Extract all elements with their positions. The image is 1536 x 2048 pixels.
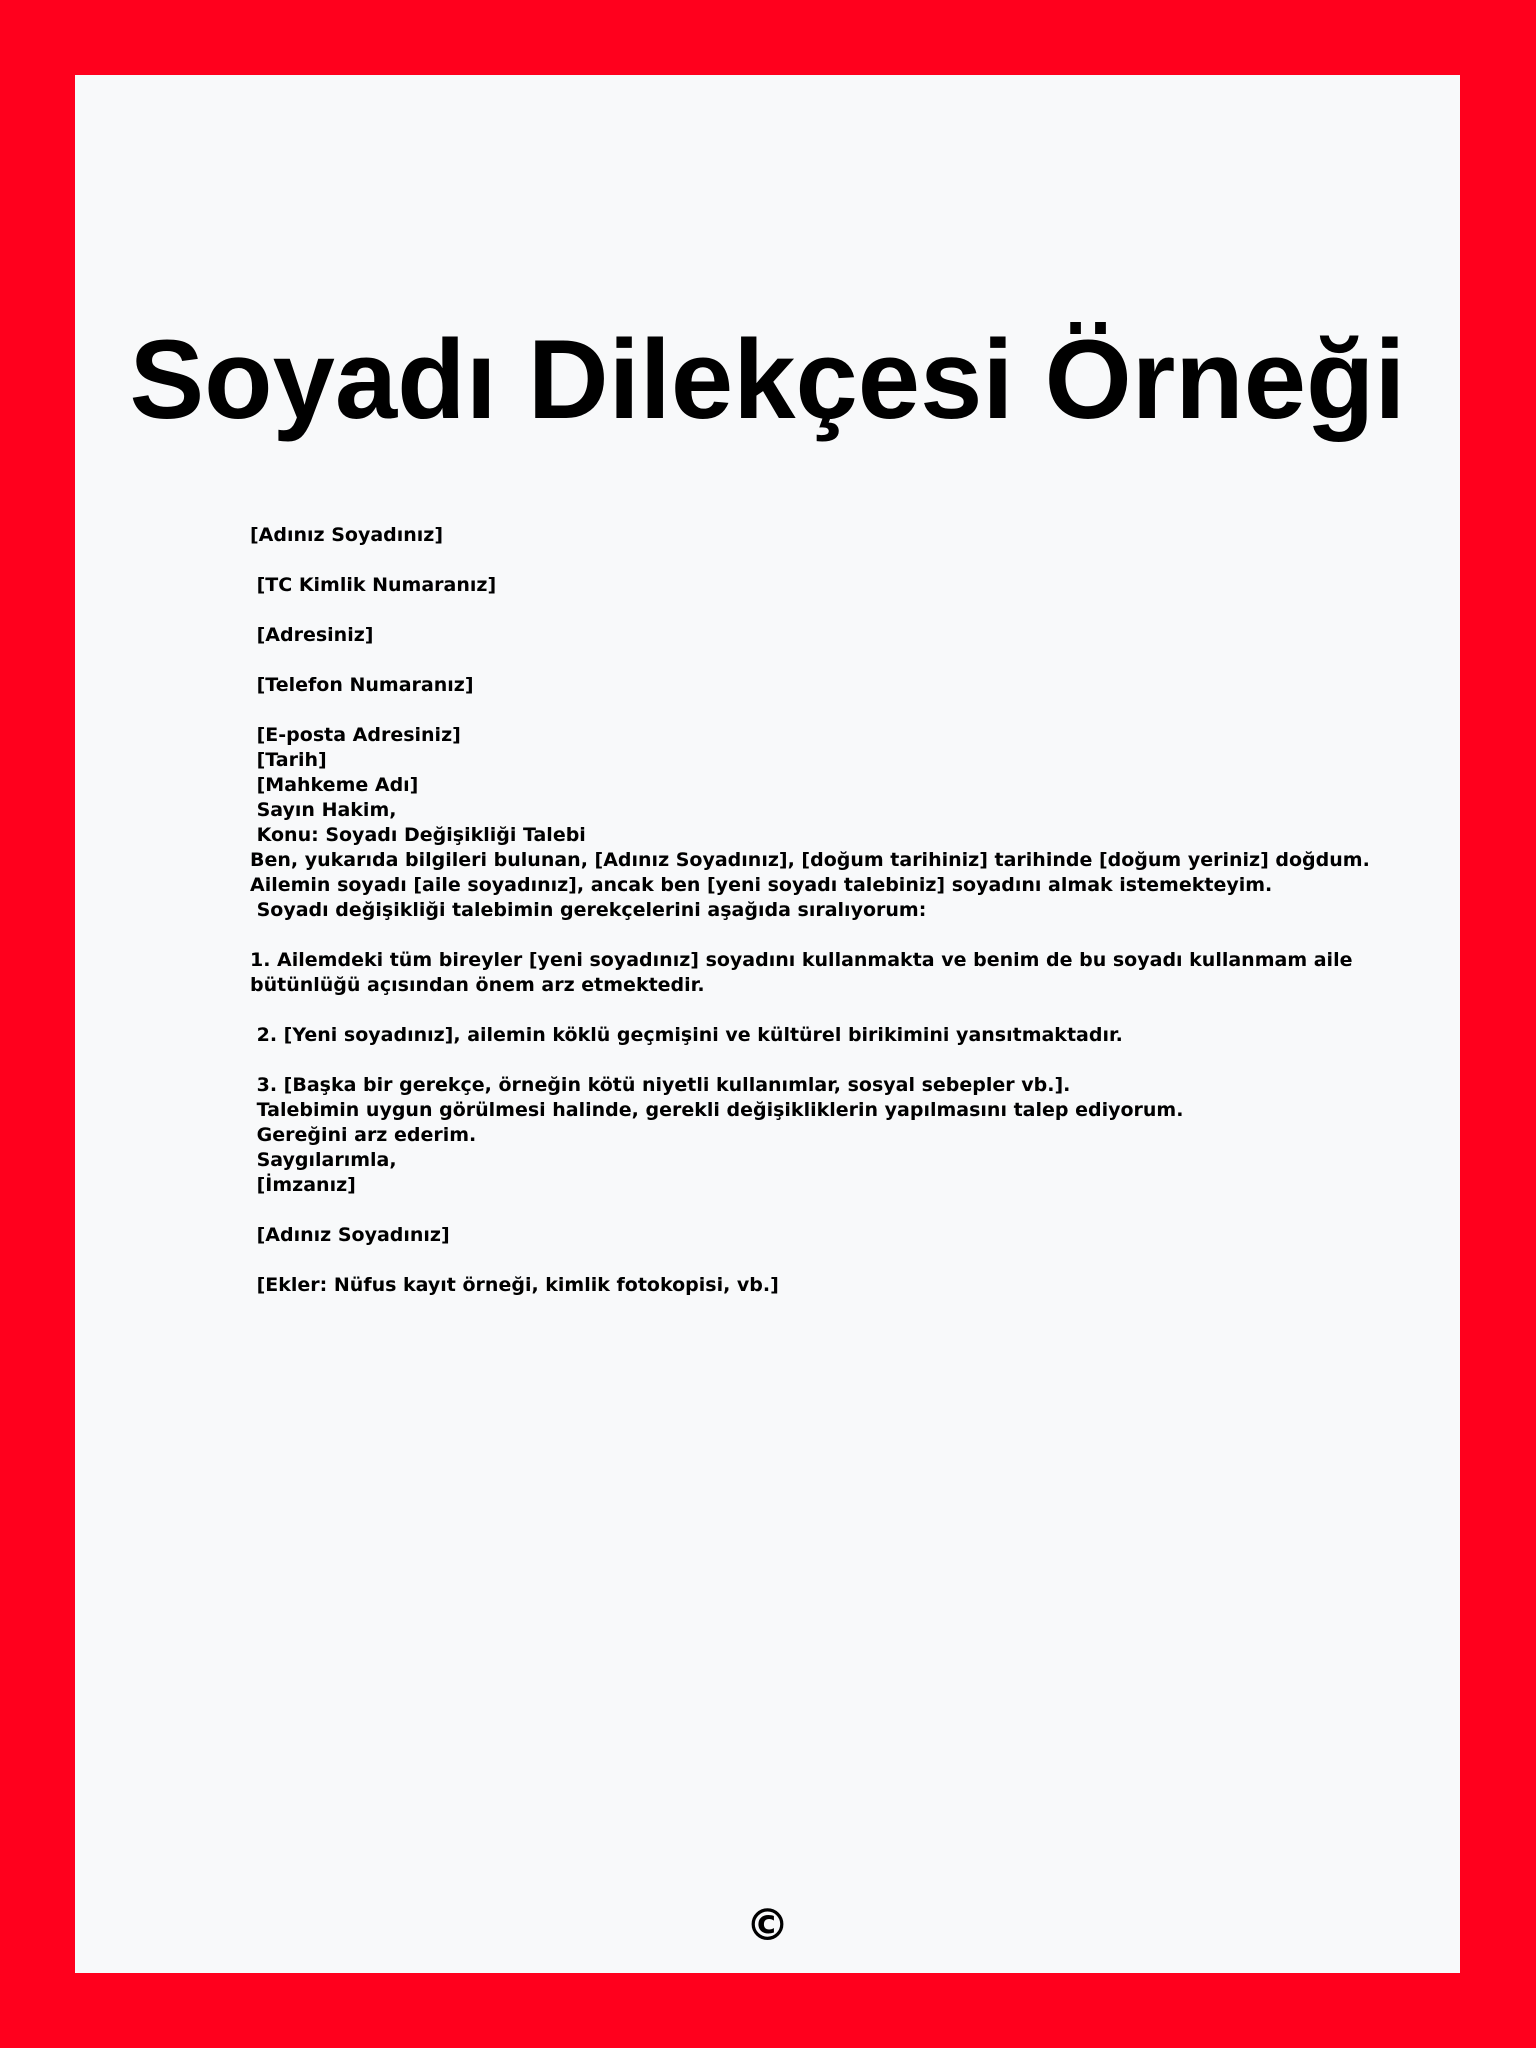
letter-line (250, 598, 1330, 623)
letter-line: [E-posta Adresiniz] (250, 724, 461, 746)
letter-line (250, 923, 1330, 948)
copyright-symbol: © (745, 1900, 790, 1951)
letter-line: [Adınız Soyadınız] (250, 524, 444, 546)
letter-line: 1. Ailemdeki tüm bireyler [yeni soyadınız] soyadını kullanmakta ve benim de bu soyadı kullanmam aile (250, 949, 1353, 971)
letter-line: [Adresiniz] (250, 624, 374, 646)
letter-line (250, 648, 1330, 673)
letter-line (250, 1248, 1330, 1273)
letter-line: Soyadı değişikliği talebimin gerekçelerini aşağıda sıralıyorum: (250, 899, 927, 921)
letter-line: Ailemin soyadı [aile soyadınız], ancak ben [yeni soyadı talebiniz] soyadını almak istemekteyim. (250, 874, 1273, 896)
letter-line (250, 1198, 1330, 1223)
letter-line: [Mahkeme Adı] (250, 774, 419, 796)
letter-line: [Tarih] (250, 749, 327, 771)
letter-line: 3. [Başka bir gerekçe, örneğin kötü niyetli kullanımlar, sosyal sebepler vb.]. (250, 1074, 1071, 1096)
letter-line: Talebimin uygun görülmesi halinde, gerekli değişikliklerin yapılmasını talep ediyorum. (250, 1099, 1184, 1121)
letter-line (250, 1048, 1330, 1073)
document-title: Soyadı Dilekçesi Örneği (129, 317, 1406, 442)
letter-line: bütünlüğü açısından önem arz etmektedir. (250, 974, 705, 996)
letter-line: [Telefon Numaranız] (250, 674, 474, 696)
letter-line: Konu: Soyadı Değişikliği Talebi (250, 824, 586, 846)
letter-line: Sayın Hakim, (250, 799, 397, 821)
letter-line (250, 698, 1330, 723)
letter-line: Saygılarımla, (250, 1149, 397, 1171)
letter-line: [TC Kimlik Numaranız] (250, 574, 497, 596)
letter-line: Gereğini arz ederim. (250, 1124, 477, 1146)
letter-line: [Ekler: Nüfus kayıt örneği, kimlik fotokopisi, vb.] (250, 1274, 779, 1296)
letter-line: Ben, yukarıda bilgileri bulunan, [Adınız Soyadınız], [doğum tarihiniz] tarihinde [doğum yeriniz] doğdum. (250, 849, 1370, 871)
letter-line: 2. [Yeni soyadınız], ailemin köklü geçmişini ve kültürel birikimini yansıtmaktadır. (250, 1024, 1123, 1046)
letter-line (250, 998, 1330, 1023)
letter-line: [Adınız Soyadınız] (250, 1224, 450, 1246)
letter-line (250, 548, 1330, 573)
letter-body (250, 523, 1370, 1298)
document-page (75, 75, 1460, 1973)
letter-line: [İmzanız] (250, 1174, 356, 1196)
